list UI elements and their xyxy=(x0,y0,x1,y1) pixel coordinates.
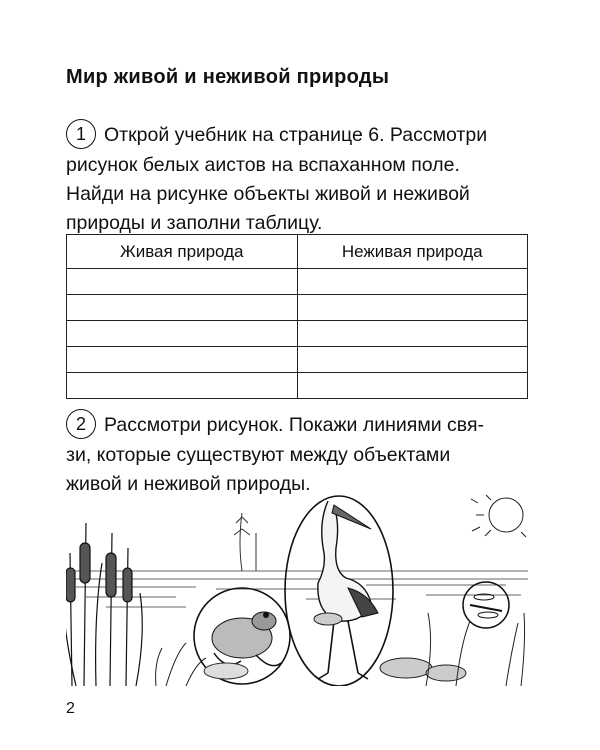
table-row xyxy=(67,347,528,373)
frog xyxy=(194,588,290,684)
task-2-line-3: живой и неживой природы. xyxy=(66,473,311,495)
water xyxy=(66,571,528,609)
living-cell[interactable] xyxy=(67,295,298,321)
nature-table xyxy=(66,234,528,399)
nonliving-cell[interactable] xyxy=(297,269,528,295)
table-row xyxy=(67,373,528,399)
table-row xyxy=(67,295,528,321)
nonliving-cell[interactable] xyxy=(297,347,528,373)
sun-icon xyxy=(471,493,526,537)
reeds xyxy=(234,513,256,571)
table-header-row xyxy=(67,235,528,269)
page-title: Мир живой и неживой природы xyxy=(66,66,390,88)
task-1 xyxy=(66,121,528,238)
task-2-line-1: Рассмотри рисунок. Покажи линиями свя- xyxy=(104,414,485,437)
task-1-line-2: рисунок белых аистов на вспаханном поле. xyxy=(66,154,460,176)
table-row xyxy=(67,269,528,295)
living-cell[interactable] xyxy=(67,373,298,399)
table-row xyxy=(67,321,528,347)
nonliving-cell[interactable] xyxy=(297,295,528,321)
task-1-line-3: Найди на рисунке объекты живой и неживой xyxy=(66,183,470,205)
nonliving-cell[interactable] xyxy=(297,373,528,399)
living-cell[interactable] xyxy=(67,321,298,347)
living-cell[interactable] xyxy=(67,347,298,373)
header-living-nature: Живая природа xyxy=(67,235,298,269)
pond-illustration xyxy=(66,493,528,686)
task-2-line-2: зи, которые существуют между объектами xyxy=(66,444,451,466)
task-1-line-4: природы и заполни таблицу. xyxy=(66,212,323,234)
stork xyxy=(285,496,393,686)
task-1-number: 1 xyxy=(66,119,96,149)
nonliving-cell[interactable] xyxy=(297,321,528,347)
header-nonliving-nature: Неживая природа xyxy=(297,235,528,269)
living-cell[interactable] xyxy=(67,269,298,295)
task-2 xyxy=(66,411,528,499)
page-number: 2 xyxy=(66,700,75,717)
task-2-number: 2 xyxy=(66,409,96,439)
task-1-line-1: Открой учебник на странице 6. Рассмотри xyxy=(104,124,488,147)
cattails xyxy=(66,523,142,686)
